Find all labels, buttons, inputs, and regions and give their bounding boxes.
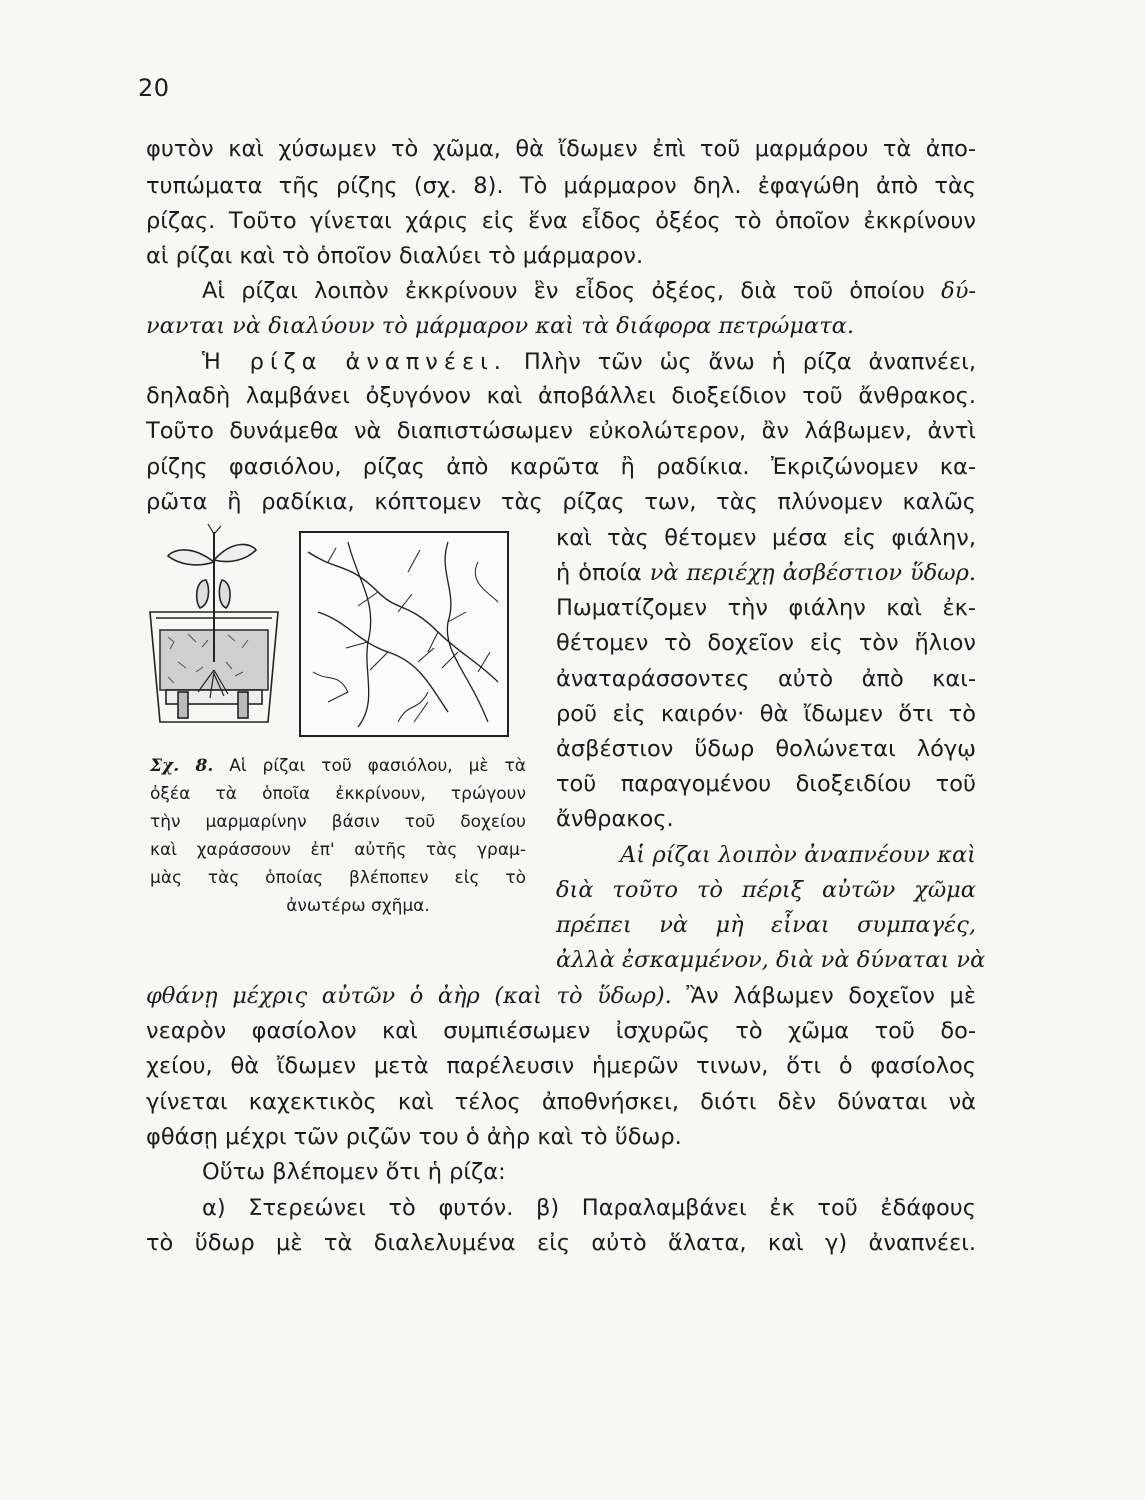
plant-pot-illustration: [150, 524, 278, 722]
text-line: χείου, θὰ ἴδωμεν μετὰ παρέλευσιν ἡμερῶν τινων, ὅτι ὁ φασίολος: [146, 1053, 976, 1079]
text-line: καὶ τὰς θέτομεν μέσα εἰς φιάλην,: [556, 525, 976, 551]
marble-slab-illustration: [300, 532, 508, 736]
text-line: γίνεται καχεκτικὸς καὶ τέλος ἀποθνήσκει, διότι δὲν δύναται νὰ: [146, 1089, 976, 1115]
text-line: φθάσῃ μέχρι τῶν ριζῶν του ὁ ἀὴρ καὶ τὸ ὕδωρ.: [146, 1124, 682, 1150]
caption-line: τὴν μαρμαρίνην βάσιν τοῦ δοχείου: [150, 812, 526, 832]
text-span: ἡ ὁποία: [556, 560, 642, 586]
text-line: αἱ ρίζαι καὶ τὸ ὁποῖον διαλύει τὸ μάρμαρον.: [146, 243, 644, 269]
italic-span: δύ-: [941, 278, 976, 304]
text-line: ρίζας. Τοῦτο γίνεται χάρις εἰς ἕνα εἶδος ὀξέος τὸ ὁποῖον ἐκκρίνουν: [146, 208, 976, 234]
figure-8: [148, 522, 518, 742]
figure-label: Σχ. 8.: [150, 756, 214, 776]
text-line: φυτὸν καὶ χύσωμεν τὸ χῶμα, θὰ ἴδωμεν ἐπὶ τοῦ μαρμάρου τὰ ἀπο-: [146, 136, 976, 162]
figure-caption: [150, 752, 526, 920]
text-line: Πωματίζομεν τὴν φιάλην καὶ ἐκ-: [556, 595, 976, 621]
text-line: α) Στερεώνει τὸ φυτόν. β) Παραλαμβάνει ἐκ τοῦ ἐδάφους: [202, 1195, 976, 1221]
text-span: Αἱ ρίζαι λοιπὸν ἐκκρίνουν ἓν εἶδος ὀξέος, διὰ τοῦ ὁποίου: [202, 278, 925, 304]
text-line: Οὕτω βλέπομεν ὅτι ἡ ρίζα:: [202, 1159, 506, 1185]
section-heading: Ἡ ρίζα ἀναπνέει.: [202, 349, 507, 375]
text-line: ροῦ εἰς καιρόν· θὰ ἴδωμεν ὅτι τὸ: [556, 701, 976, 727]
text-line: [202, 346, 976, 378]
page-number: 20: [138, 74, 170, 102]
text-line: τὸ ὕδωρ μὲ τὰ διαλελυμένα εἰς αὐτὸ ἅλατα, καὶ γ) ἀναπνέει.: [146, 1230, 976, 1256]
text-line: ἄνθρακος.: [556, 806, 674, 832]
italic-line: ἀλλὰ ἐσκαμμένον, διὰ νὰ δύναται νὰ: [556, 947, 986, 973]
text-line: τυπώματα τῆς ρίζης (σχ. 8). Τὸ μάρμαρον δηλ. ἐφαγώθη ἀπὸ τὰς: [146, 173, 976, 199]
text-span: Πλὴν τῶν ὡς ἄνω ἡ ρίζα ἀναπνέει,: [523, 349, 976, 375]
text-line: [146, 980, 976, 1012]
italic-line: πρέπει νὰ μὴ εἶναι συμπαγές,: [556, 912, 976, 938]
text-line: ἀσβέστιον ὕδωρ θολώνεται λόγῳ: [556, 736, 976, 762]
italic-span: νὰ περιέχῃ ἀσβέστιον ὕδωρ.: [649, 560, 977, 586]
caption-text: Αἱ ρίζαι τοῦ φασιόλου, μὲ τὰ: [229, 756, 526, 776]
text-line: Τοῦτο δυνάμεθα νὰ διαπιστώσωμεν εὐκολώτερον, ἂν λάβωμεν, ἀντὶ: [146, 418, 976, 444]
text-line: θέτομεν τὸ δοχεῖον εἰς τὸν ἥλιον: [556, 630, 976, 656]
figure-illustration: [148, 522, 518, 742]
text-line: [556, 557, 976, 589]
caption-line: ὀξέα τὰ ὁποῖα ἐκκρίνουν, τρώγουν: [150, 784, 526, 804]
italic-line: Αἱ ρίζαι λοιπὸν ἀναπνέουν καὶ: [620, 842, 976, 868]
text-span: Ἂν λάβωμεν δοχεῖον μὲ: [686, 983, 977, 1009]
italic-span: φθάνῃ μέχρις αὐτῶν ὁ ἀὴρ (καὶ τὸ ὕδωρ).: [146, 983, 672, 1009]
text-line: τοῦ παραγομένου διοξειδίου τοῦ: [556, 771, 976, 797]
caption-line: ἀνωτέρω σχῆμα.: [286, 896, 430, 916]
italic-line: νανται νὰ διαλύουν τὸ μάρμαρον καὶ τὰ διάφορα πετρώματα.: [146, 313, 855, 339]
italic-line: διὰ τοῦτο τὸ πέριξ αὐτῶν χῶμα: [556, 877, 976, 903]
caption-line: καὶ χαράσσουν ἐπ' αὐτῆς τὰς γραμ-: [150, 840, 526, 860]
text-line: [202, 275, 976, 307]
caption-line: [150, 752, 526, 780]
text-line: δηλαδὴ λαμβάνει ὀξυγόνον καὶ ἀποβάλλει διοξείδιον τοῦ ἄνθρακος.: [146, 383, 976, 409]
text-line: ἀναταράσσοντες αὐτὸ ἀπὸ και-: [556, 666, 976, 692]
text-line: ρῶτα ἢ ραδίκια, κόπτομεν τὰς ρίζας των, τὰς πλύνομεν καλῶς: [146, 489, 976, 515]
text-line: νεαρὸν φασίολον καὶ συμπιέσωμεν ἰσχυρῶς τὸ χῶμα τοῦ δο-: [146, 1018, 976, 1044]
text-line: ρίζης φασιόλου, ρίζας ἀπὸ καρῶτα ἢ ραδίκια. Ἐκριζώνομεν κα-: [146, 454, 976, 480]
caption-line: μὰς τὰς ὁποίας βλέποπεν εἰς τὸ: [150, 868, 526, 888]
